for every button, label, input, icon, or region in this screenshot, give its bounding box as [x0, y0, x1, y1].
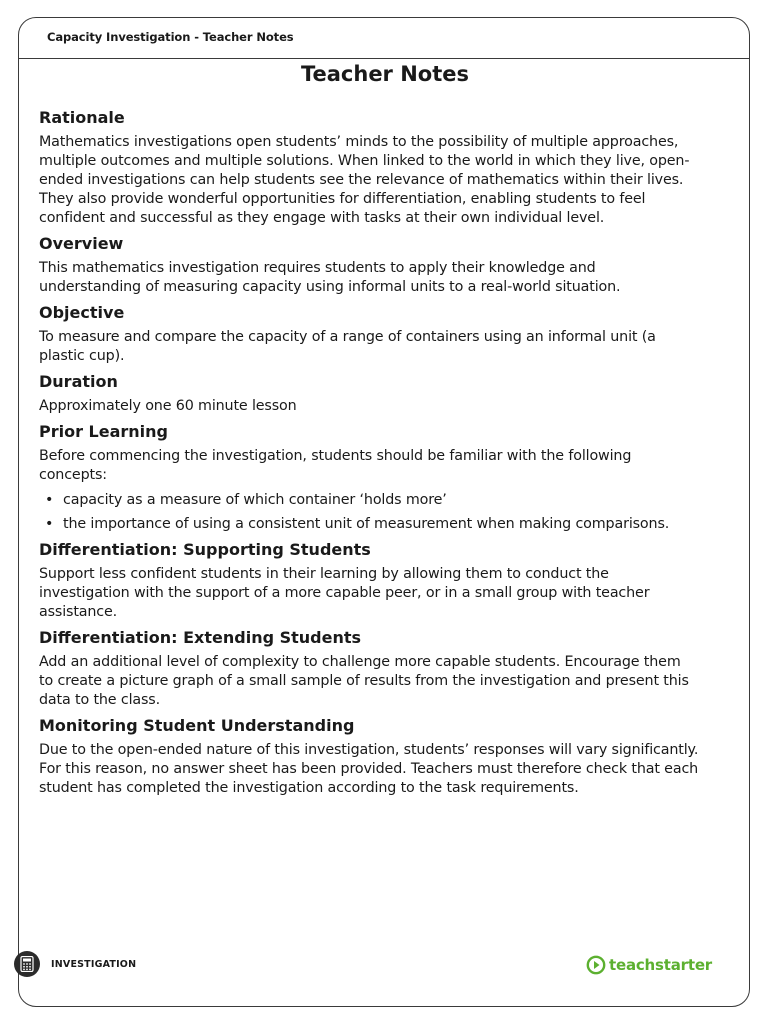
list-item [39, 491, 699, 510]
monitoring-heading: Monitoring Student Understanding [39, 716, 355, 735]
content [39, 108, 699, 804]
page-title: Teacher Notes [300, 62, 470, 86]
list-item-text: capacity as a measure of which container ‘holds more’ [63, 492, 447, 508]
extending-body: Add an additional level of complexity to challenge more capable students. Encourage them to create a picture graph of a small sample of results from the investigation and present this data to the class. [39, 654, 689, 708]
brand-name: teachstarter [609, 956, 712, 974]
extending-heading: Differentiation: Extending Students [39, 628, 362, 647]
duration-heading: Duration [39, 372, 118, 391]
monitoring-body: Due to the open-ended nature of this investigation, students’ responses will vary significantly. For this reason, no answer sheet has been provided. Teachers must therefore check that each student has completed the investigation according to the task requirements. [39, 742, 699, 796]
prior-learning-list [39, 491, 699, 534]
prior-learning-heading: Prior Learning [39, 422, 169, 441]
prior-learning-body: Before commencing the investigation, students should be familiar with the following concepts: [39, 448, 632, 483]
objective-body: To measure and compare the capacity of a range of containers using an informal unit (a plastic cup). [39, 329, 656, 364]
calculator-icon [14, 951, 40, 977]
objective-heading: Objective [39, 303, 125, 322]
teachstarter-logo-icon [586, 955, 606, 975]
bullet-icon: • [45, 492, 54, 508]
rationale-heading: Rationale [39, 108, 125, 127]
bullet-icon: • [45, 516, 54, 532]
header-bar [19, 18, 749, 59]
overview-body: This mathematics investigation requires students to apply their knowledge and understanding of measuring capacity using informal units to a real-world situation. [39, 260, 621, 295]
duration-body: Approximately one 60 minute lesson [39, 398, 297, 414]
footer-label: INVESTIGATION [51, 959, 137, 970]
list-item-text: the importance of using a consistent unit of measurement when making comparisons. [63, 516, 670, 532]
brand-logo [586, 954, 712, 976]
supporting-body: Support less confident students in their learning by allowing them to conduct the investigation with the support of a more capable peer, or in a small group with teacher assistance. [39, 566, 650, 620]
rationale-body: Mathematics investigations open students’ minds to the possibility of multiple approaches, multiple outcomes and multiple solutions. When linked to the world in which they live, open-ended investigations can help students see the relevance of mathematics within their lives. They also provide wonderful opportunities for differentiation, enabling students to feel confident and successful as they engage with tasks at their own individual level. [39, 134, 690, 226]
list-item [39, 515, 699, 534]
supporting-heading: Differentiation: Supporting Students [39, 540, 371, 559]
overview-heading: Overview [39, 234, 124, 253]
footer [14, 951, 714, 979]
header-title: Capacity Investigation - Teacher Notes [47, 30, 294, 44]
